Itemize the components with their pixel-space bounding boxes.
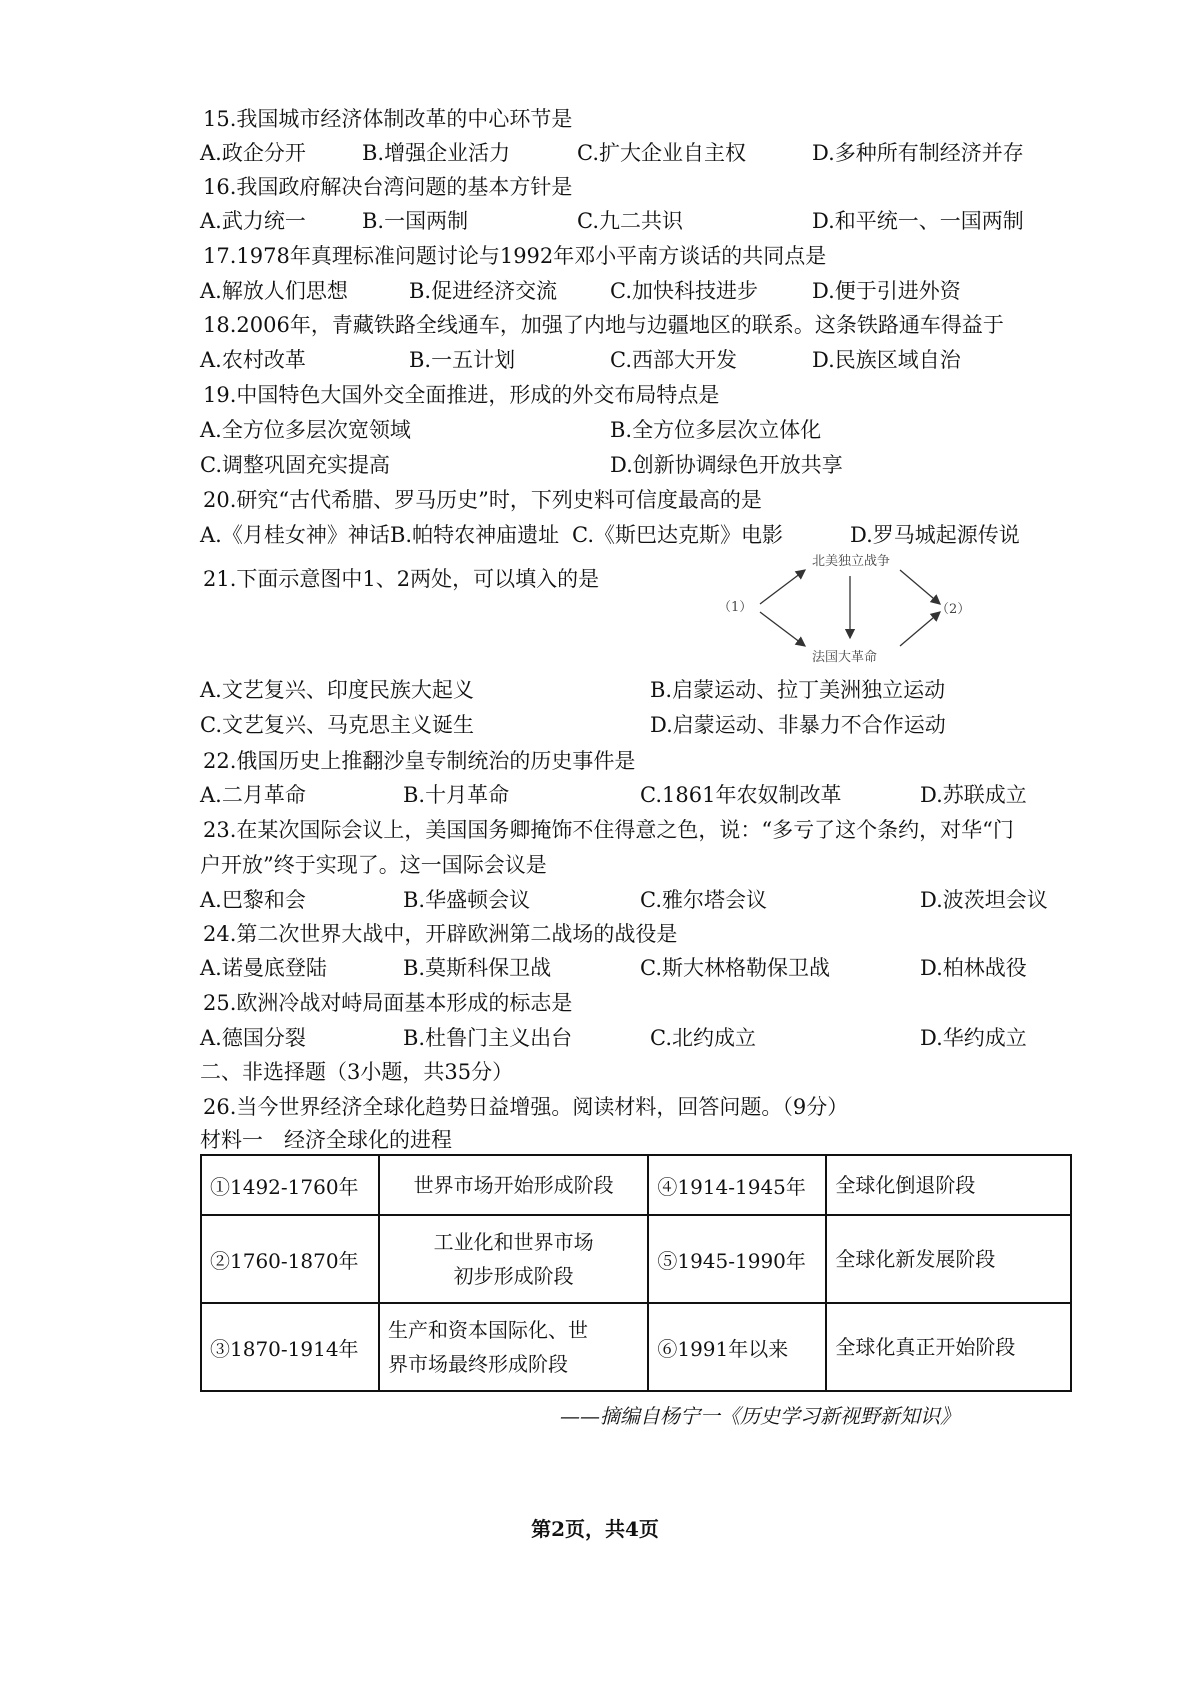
option-d: D.罗马城起源传说 (850, 523, 1020, 547)
option-c: C.调整巩固充实提高 (200, 453, 390, 477)
option-a: A.《月桂女神》神话 (200, 523, 390, 547)
question-18-stem: 18.2006年，青藏铁路全线通车，加强了内地与边疆地区的联系。这条铁路通车得益于 (203, 313, 1004, 337)
table-cell-stage (379, 1303, 648, 1391)
question-21-stem: 21.下面示意图中1、2两处，可以填入的是 (203, 567, 600, 591)
table-row (201, 1303, 1071, 1391)
option-d: D.和平统一、一国两制 (812, 209, 1024, 233)
option-d: D.启蒙运动、非暴力不合作运动 (650, 713, 946, 737)
question-23-stem: 23.在某次国际会议上，美国国务卿掩饰不住得意之色，说：“多亏了这个条约，对华“门 (203, 818, 1014, 842)
option-c: C.斯大林格勒保卫战 (640, 956, 830, 980)
arrow-top-to-node2 (900, 570, 940, 604)
option-b: B.杜鲁门主义出台 (403, 1026, 573, 1050)
question-23-stem-cont: 户开放”终于实现了。这一国际会议是 (200, 853, 547, 877)
option-c: C.《斯巴达克斯》电影 (572, 523, 783, 547)
option-d: D.便于引进外资 (812, 279, 961, 303)
table-cell-stage: 全球化真正开始阶段 (826, 1303, 1071, 1391)
option-a: A.二月革命 (200, 783, 306, 807)
question-22-stem: 22.俄国历史上推翻沙皇专制统治的历史事件是 (203, 749, 636, 773)
option-a: A.德国分裂 (200, 1026, 306, 1050)
option-a: A.文艺复兴、印度民族大起义 (200, 678, 474, 702)
question-19-stem: 19.中国特色大国外交全面推进，形成的外交布局特点是 (203, 383, 720, 407)
option-b: B.十月革命 (403, 783, 510, 807)
arrow-bottom-to-node2 (900, 612, 940, 646)
option-a: A.武力统一 (200, 209, 306, 233)
option-b: B.全方位多层次立体化 (610, 418, 822, 442)
option-b: B.一五计划 (409, 348, 516, 372)
option-c: C.加快科技进步 (610, 279, 758, 303)
question-15-stem: 15.我国城市经济体制改革的中心环节是 (203, 107, 573, 131)
table-cell-stage-line: 生产和资本国际化、世 (388, 1318, 588, 1342)
arrow-node1-to-top (760, 570, 805, 604)
table-cell-period: ⑤1945-1990年 (648, 1215, 826, 1303)
table-cell-period: ④1914-1945年 (648, 1155, 826, 1215)
option-b: B.增强企业活力 (362, 141, 511, 165)
option-a: A.解放人们思想 (200, 279, 348, 303)
option-d: D.柏林战役 (920, 956, 1027, 980)
option-c: C.扩大企业自主权 (577, 141, 746, 165)
diagram-node-1: （1） (718, 600, 753, 615)
option-b: B.促进经济交流 (409, 279, 558, 303)
option-c: C.西部大开发 (610, 348, 737, 372)
globalization-table (200, 1154, 1072, 1392)
option-b: B.一国两制 (362, 209, 469, 233)
table-cell-period: ③1870-1914年 (201, 1303, 379, 1391)
table-cell-stage (379, 1215, 648, 1303)
option-c: C.九二共识 (577, 209, 683, 233)
option-d: D.创新协调绿色开放共享 (610, 453, 843, 477)
diagram-node-top: 北美独立战争 (812, 554, 891, 569)
question-25-stem: 25.欧洲冷战对峙局面基本形成的标志是 (203, 991, 573, 1015)
option-d: D.苏联成立 (920, 783, 1027, 807)
arrow-node1-to-bottom (760, 612, 805, 646)
option-d: D.民族区域自治 (812, 348, 961, 372)
option-b: B.莫斯科保卫战 (403, 956, 552, 980)
table-cell-stage-line: 界市场最终形成阶段 (388, 1352, 568, 1376)
table-cell-stage: 世界市场开始形成阶段 (379, 1155, 648, 1215)
option-b: B.启蒙运动、拉丁美洲独立运动 (650, 678, 946, 702)
option-a: A.巴黎和会 (200, 888, 306, 912)
option-a: A.全方位多层次宽领域 (200, 418, 411, 442)
option-d: D.华约成立 (920, 1026, 1027, 1050)
question-20-stem: 20.研究“古代希腊、罗马历史”时，下列史料可信度最高的是 (203, 488, 762, 512)
option-c: C.雅尔塔会议 (640, 888, 767, 912)
section2-heading: 二、非选择题（3小题，共35分） (200, 1060, 514, 1084)
table-source-citation: ——摘编自杨宁一《历史学习新视野新知识》 (560, 1404, 960, 1428)
option-b: B.华盛顿会议 (403, 888, 531, 912)
table-cell-period: ①1492-1760年 (201, 1155, 379, 1215)
table-cell-stage-line: 初步形成阶段 (453, 1264, 574, 1288)
table-cell-stage-line: 工业化和世界市场 (433, 1230, 594, 1254)
option-b: B.帕特农神庙遗址 (390, 523, 560, 547)
table-cell-stage: 全球化新发展阶段 (826, 1215, 1071, 1303)
option-c: C.文艺复兴、马克思主义诞生 (200, 713, 474, 737)
option-d: D.多种所有制经济并存 (812, 141, 1024, 165)
history-flow-diagram (700, 546, 1000, 666)
question-17-stem: 17.1978年真理标准问题讨论与1992年邓小平南方谈话的共同点是 (203, 244, 827, 268)
question-26-stem: 26.当今世界经济全球化趋势日益增强。阅读材料，回答问题。（9分） (203, 1095, 849, 1119)
question-24-stem: 24.第二次世界大战中，开辟欧洲第二战场的战役是 (203, 922, 678, 946)
diagram-node-bottom: 法国大革命 (812, 650, 878, 665)
table-cell-period: ⑥1991年以来 (648, 1303, 826, 1391)
page-number-footer: 第2页，共4页 (531, 1517, 659, 1541)
option-a: A.政企分开 (200, 141, 306, 165)
table-row (201, 1215, 1071, 1303)
question-16-stem: 16.我国政府解决台湾问题的基本方针是 (203, 175, 573, 199)
option-c: C.1861年农奴制改革 (640, 783, 842, 807)
option-c: C.北约成立 (650, 1026, 756, 1050)
option-a: A.农村改革 (200, 348, 306, 372)
material-one-title: 材料一 经济全球化的进程 (200, 1128, 452, 1152)
table-cell-stage: 全球化倒退阶段 (826, 1155, 1071, 1215)
option-d: D.波茨坦会议 (920, 888, 1048, 912)
option-a: A.诺曼底登陆 (200, 956, 327, 980)
diagram-node-2: （2） (936, 602, 971, 617)
table-cell-period: ②1760-1870年 (201, 1215, 379, 1303)
table-row (201, 1155, 1071, 1215)
